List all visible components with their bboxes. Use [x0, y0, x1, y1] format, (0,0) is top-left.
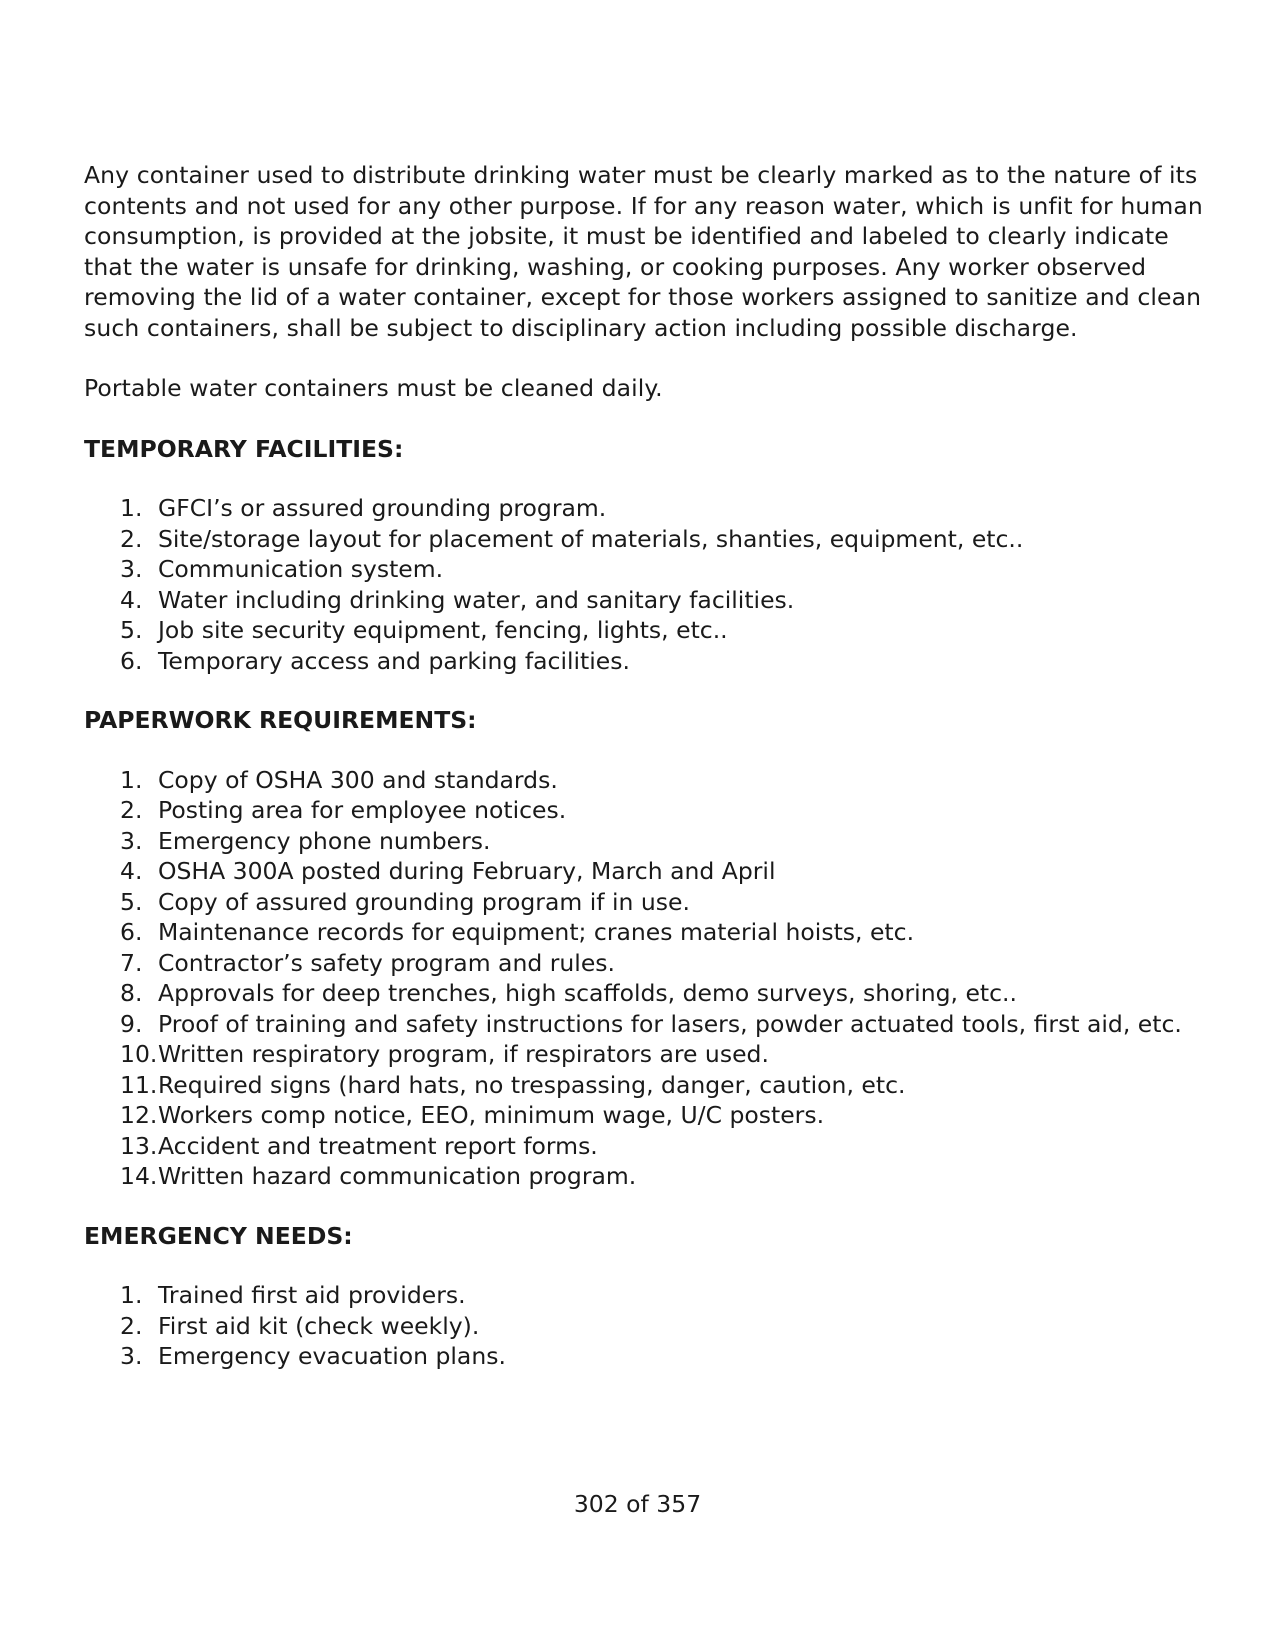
- list-item: [84, 524, 1204, 555]
- page-content: [84, 160, 1204, 1401]
- list-number: 11.: [120, 1070, 158, 1099]
- list-number: 4.: [120, 585, 143, 614]
- list-item-text: Approvals for deep trenches, high scaffolds, demo surveys, shoring, etc..: [158, 979, 1017, 1007]
- list-number: 8.: [120, 979, 143, 1007]
- temporary-facilities-heading: TEMPORARY FACILITIES:: [84, 434, 404, 463]
- list-item: [84, 765, 1204, 796]
- list-number: 7.: [120, 948, 143, 977]
- list-number: 10.: [120, 1040, 158, 1068]
- list-number: 6.: [120, 918, 143, 946]
- list-item-text: Copy of assured grounding program if in use.: [158, 887, 690, 916]
- paperwork-requirements-heading: PAPERWORK REQUIREMENTS:: [84, 706, 477, 734]
- list-item: [84, 1311, 1204, 1342]
- list-number: 1.: [120, 765, 143, 794]
- list-item-text: Proof of training and safety instructions for lasers, powder actuated tools, first aid, etc.: [158, 1009, 1182, 1038]
- list-item: [84, 615, 1204, 646]
- list-item-text: Water including drinking water, and sanitary facilities.: [158, 585, 795, 614]
- list-item: [84, 948, 1204, 979]
- list-number: 3.: [120, 1342, 143, 1370]
- list-item: [84, 554, 1204, 585]
- list-item-text: Maintenance records for equipment; cranes material hoists, etc.: [158, 918, 915, 946]
- list-number: 13.: [120, 1131, 158, 1160]
- list-number: 3.: [120, 826, 143, 855]
- list-item: [84, 795, 1204, 826]
- list-item: [84, 1341, 1204, 1372]
- list-item-text: Site/storage layout for placement of materials, shanties, equipment, etc..: [158, 524, 1024, 553]
- list-item: [84, 1161, 1204, 1192]
- list-item: [84, 1131, 1204, 1162]
- daily-cleaning-note: Portable water containers must be cleaned daily.: [84, 374, 663, 402]
- list-item-text: OSHA 300A posted during February, March and April: [158, 857, 776, 885]
- list-item-text: Contractor’s safety program and rules.: [158, 948, 615, 977]
- list-number: 6.: [120, 646, 143, 675]
- list-item: [84, 978, 1204, 1009]
- list-number: 5.: [120, 616, 143, 644]
- list-item: [84, 646, 1204, 677]
- list-item-text: Workers comp notice, EEO, minimum wage, U/C posters.: [158, 1101, 825, 1129]
- list-item-text: Posting area for employee notices.: [158, 796, 567, 824]
- list-item-text: Temporary access and parking facilities.: [158, 646, 630, 675]
- temporary-facilities-list: [84, 493, 1204, 676]
- list-item: [84, 1100, 1204, 1131]
- list-item-text: Emergency phone numbers.: [158, 826, 491, 855]
- list-number: 5.: [120, 887, 143, 916]
- list-item: [84, 1009, 1204, 1040]
- page-number: 302 of 357: [573, 1490, 702, 1518]
- list-item: [84, 917, 1204, 948]
- list-number: 1.: [120, 494, 143, 522]
- list-item: [84, 493, 1204, 524]
- list-number: 9.: [120, 1009, 143, 1038]
- list-item-text: Accident and treatment report forms.: [158, 1131, 598, 1160]
- list-item-text: Written hazard communication program.: [158, 1162, 637, 1190]
- list-item: [84, 1070, 1204, 1101]
- list-item: [84, 1039, 1204, 1070]
- list-number: 14.: [120, 1162, 158, 1190]
- list-item-text: Trained first aid providers.: [158, 1281, 466, 1309]
- list-item-text: Job site security equipment, fencing, lights, etc..: [158, 616, 728, 644]
- paperwork-requirements-list: [84, 765, 1204, 1192]
- list-item-text: Emergency evacuation plans.: [158, 1342, 506, 1370]
- list-item-text: Required signs (hard hats, no trespassing, danger, caution, etc.: [158, 1070, 906, 1099]
- list-item: [84, 585, 1204, 616]
- intro-paragraph: Any container used to distribute drinking water must be clearly marked as to the nature of its contents and not used for any other purpose. If for any reason water, which is unfit for human consumption, is provided at the jobsite, it must be identified and labeled to clearly indicate that the water is unsafe for drinking, washing, or cooking purposes. Any worker observed removing the lid of a water container, except for those workers assigned to sanitize and clean such containers, shall be subject to disciplinary action including possible discharge.: [84, 161, 1203, 342]
- list-item-text: Copy of OSHA 300 and standards.: [158, 765, 558, 794]
- list-number: 2.: [120, 524, 143, 553]
- emergency-needs-heading: EMERGENCY NEEDS:: [84, 1221, 353, 1250]
- emergency-needs-list: [84, 1280, 1204, 1372]
- list-number: 4.: [120, 857, 143, 885]
- list-number: 2.: [120, 796, 143, 824]
- list-number: 12.: [120, 1101, 158, 1129]
- list-number: 2.: [120, 1311, 143, 1340]
- list-item: [84, 826, 1204, 857]
- list-item-text: Written respiratory program, if respirators are used.: [158, 1040, 769, 1068]
- list-number: 3.: [120, 555, 143, 583]
- list-item-text: GFCI’s or assured grounding program.: [158, 494, 607, 522]
- list-item-text: First aid kit (check weekly).: [158, 1311, 480, 1340]
- list-number: 1.: [120, 1281, 143, 1309]
- list-item: [84, 856, 1204, 887]
- list-item: [84, 1280, 1204, 1311]
- list-item: [84, 887, 1204, 918]
- list-item-text: Communication system.: [158, 555, 444, 583]
